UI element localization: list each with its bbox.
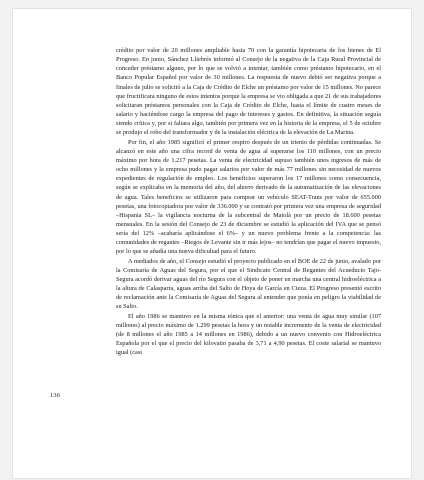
body-text <box>116 46 381 357</box>
paragraph: A mediados de año, el Consejo estudió el proyecto publicado en el BOE de 22 de junio, avalado por la Comisaría de Aguas del Segura, por el que el Sindicato Central de Regantes del Acueducto Tajo-Segura acordó derivar aguas del río Segura con el objeto de poner en marcha una central hidroeléctrica a la altura de Calasparra, aguas arriba del Salto de Hoya de García en Cieza. El Progreso presentó escrito de reclamación ante la Comisaría de Aguas del Segura al entender que ponía en peligro la viabilidad de su Salto. <box>116 257 381 311</box>
paragraph: El año 1986 se mantuvo en la misma tónica que el anterior: una venta de agua muy similar (107 millones) al precio máximo de 1.299 pesetas la hora y un notable incremento de la venta de electricidad (de 8 millones el año 1985 a 14 millones en 1986), debido a un nuevo convenio con Hidroeléctrica Española por el que el precio del kilovatio pasaba de 3,71 a 4,90 pesetas. El coste salarial se mantuvo igual (casi <box>116 312 381 357</box>
paragraph: crédito por valor de 20 millones ampliable hasta 70 con la garantía hipotecaria de los bienes de El Progreso. En junio, Sánchez Lliebrés informó al Consejo de la negativa de la Caja Rural Provincial de conceder préstamo alguno, por lo que se volvió a intentar, también como préstamo hipotecario, en el Banco Popular Español por valor de 30 millones. La respuesta de nuevo debió ser negativa porque a finales de julio se solicitó a la Caja de Crédito de Elche un préstamo por valor de 15 millones. No parece que fructificara ninguno de estos intentos porque la empresa se vio obligada a que 21 de sus trabajadores solicitaran préstamos personales con la Caja de Crédito de Elche, hasta el límite de cuatro meses de salario y haciéndose cargo la empresa del pago de intereses y gastos. En definitiva, la situación seguía siendo crítica y, por si faltara algo, también por primera vez en la historia de la empresa, el 5 de octubre se produjo el robo del transformador y de la instalación eléctrica de la elevación de La Marina. <box>116 47 381 137</box>
page-number: 136 <box>50 392 60 399</box>
book-page <box>13 9 411 478</box>
paragraph: Por fin, el año 1985 significó el primer respiro después de un trienio de pérdidas continuadas. Se alcanzó en este año una cifra record de venta de agua al superarse los 110 millones, con un precio máximo por hora de 1.217 pesetas. La venta de electricidad supuso también unos ingresos de más de ocho millones y la empresa pudo pagar salarios por valor de más 77 millones sin necesidad de nuevos expedientes de regulación de empleo. Los beneficios superaron los 17 millones como consecuencia, según se explicaba en la memoria del año, del ahorro derivado de la automatización de las elevaciones de agua. Tales beneficios se utilizaron para comprar un vehículo SEAT-Trans por valor de 655.000 pesetas, una fotocopiadora por valor de 336.000 y se contrató por primera vez una empresa de seguridad –Hispania SL– la vigilancia nocturna de la subcentral de Matolà por un precio de 18.600 pesetas mensuales. En la sesión del Consejo de 23 de diciembre se estudió la aplicación del IVA que se pensó sería del 12% –acabaría aplicándose el 6%– y un nuevo problema frente a la competencia: las comunidades de regantes –Riegos de Levante sin ir más lejos– no tendrían que pagar el nuevo impuesto, por lo que se añadía una nueva dificultad para el futuro. <box>116 138 381 256</box>
